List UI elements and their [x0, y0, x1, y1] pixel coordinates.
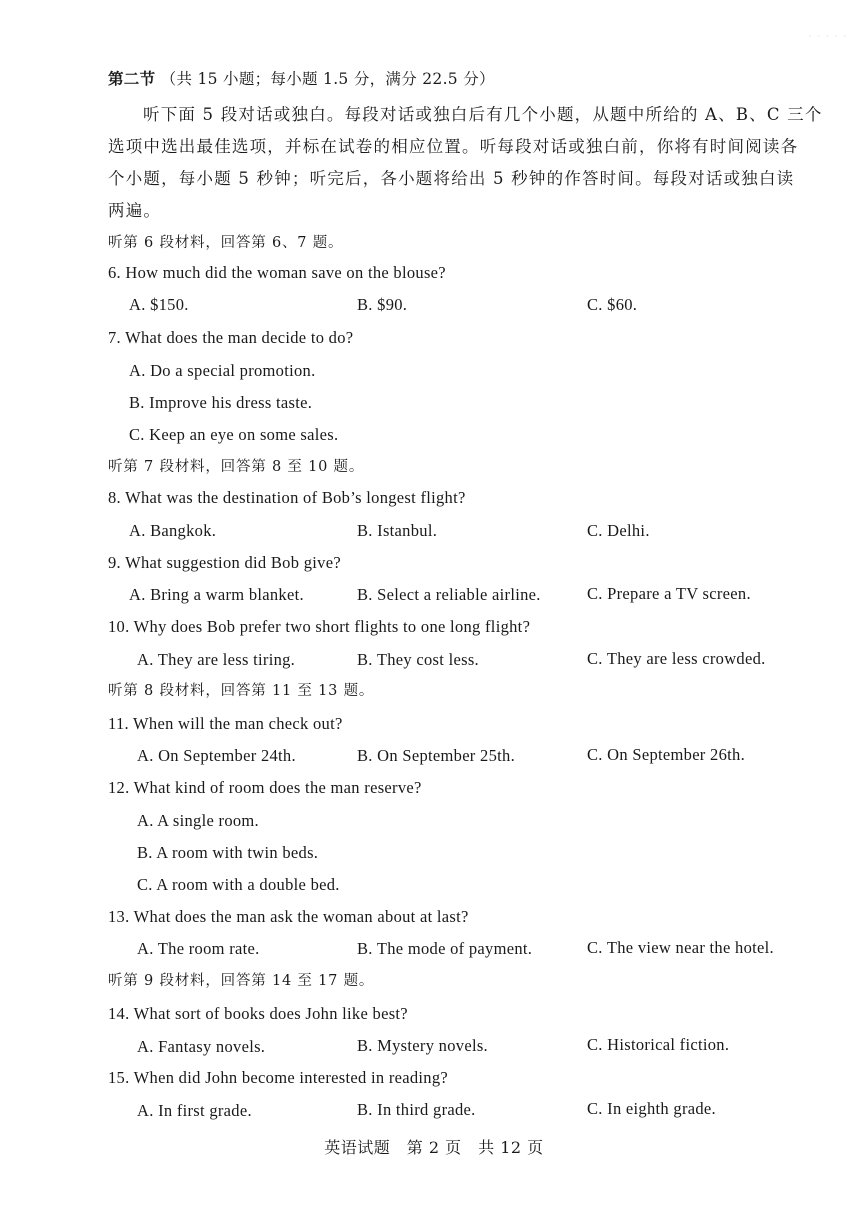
option-12a: A. A single room.	[137, 811, 259, 830]
question-stem-11: 11. When will the man check out?	[108, 714, 343, 733]
option-13b: B. The mode of payment.	[357, 939, 533, 958]
option-10a: A. They are less tiring.	[137, 650, 296, 669]
page-footer: 英语试题 第 2 页 共 12 页	[324, 1138, 544, 1157]
instruction-line-1: 听下面 5 段对话或独白。每段对话或独白后有几个小题，从题中所给的 A、B、C 三个	[143, 105, 823, 124]
material-heading-6: 听第 6 段材料，回答第 6、7 题。	[108, 235, 344, 251]
option-12b: B. A room with twin beds.	[137, 843, 319, 862]
question-stem-10: 10. Why does Bob prefer two short flights to one long flight?	[108, 617, 531, 636]
question-stem-9: 9. What suggestion did Bob give?	[108, 553, 341, 572]
option-14b: B. Mystery novels.	[357, 1036, 488, 1055]
option-11b: B. On September 25th.	[357, 746, 515, 765]
instruction-line-3: 个小题，每小题 5 秒钟；听完后，各小题将给出 5 秒钟的作答时间。每段对话或独白读	[108, 169, 795, 188]
option-13c: C. The view near the hotel.	[587, 938, 774, 957]
option-15c: C. In eighth grade.	[587, 1099, 716, 1118]
option-9b: B. Select a reliable airline.	[357, 585, 541, 604]
option-9c: C. Prepare a TV screen.	[587, 584, 751, 603]
option-6b: B. $90.	[357, 295, 408, 314]
option-10b: B. They cost less.	[357, 650, 479, 669]
option-13a: A. The room rate.	[137, 939, 260, 958]
option-14c: C. Historical fiction.	[587, 1035, 730, 1054]
option-11c: C. On September 26th.	[587, 745, 745, 764]
question-stem-14: 14. What sort of books does John like best?	[108, 1004, 408, 1023]
instruction-line-2: 选项中选出最佳选项，并标在试卷的相应位置。听每段对话或独白前，你将有时间阅读各	[108, 137, 799, 156]
option-11a: A. On September 24th.	[137, 746, 296, 765]
instruction-line-4: 两遍。	[108, 201, 162, 220]
question-stem-15: 15. When did John become interested in reading?	[108, 1068, 449, 1087]
option-10c: C. They are less crowded.	[587, 649, 766, 668]
option-8a: A. Bangkok.	[129, 521, 217, 540]
material-heading-9: 听第 9 段材料，回答第 14 至 17 题。	[108, 973, 375, 989]
material-heading-8: 听第 8 段材料，回答第 11 至 13 题。	[108, 683, 375, 699]
option-7a: A. Do a special promotion.	[129, 361, 316, 380]
option-8c: C. Delhi.	[587, 521, 650, 540]
question-stem-13: 13. What does the man ask the woman about at last?	[108, 907, 469, 926]
material-heading-7: 听第 7 段材料，回答第 8 至 10 题。	[108, 459, 365, 475]
option-6a: A. $150.	[129, 295, 189, 314]
option-7b: B. Improve his dress taste.	[129, 393, 313, 412]
option-6c: C. $60.	[587, 295, 638, 314]
question-stem-6: 6. How much did the woman save on the blouse?	[108, 263, 446, 282]
option-15a: A. In first grade.	[137, 1101, 252, 1120]
option-15b: B. In third grade.	[357, 1100, 476, 1119]
option-12c: C. A room with a double bed.	[137, 875, 340, 894]
section-note: （共 15 小题；每小题 1.5 分，满分 22.5 分）	[160, 70, 495, 88]
option-8b: B. Istanbul.	[357, 521, 438, 540]
section-heading	[108, 69, 495, 89]
scan-specks: · · · · ·	[808, 32, 848, 41]
question-stem-12: 12. What kind of room does the man reserve?	[108, 778, 422, 797]
question-stem-7: 7. What does the man decide to do?	[108, 328, 354, 347]
option-7c: C. Keep an eye on some sales.	[129, 425, 339, 444]
option-9a: A. Bring a warm blanket.	[129, 585, 304, 604]
option-14a: A. Fantasy novels.	[137, 1037, 266, 1056]
section-title: 第二节	[108, 69, 156, 88]
question-stem-8: 8. What was the destination of Bob’s longest flight?	[108, 488, 466, 507]
